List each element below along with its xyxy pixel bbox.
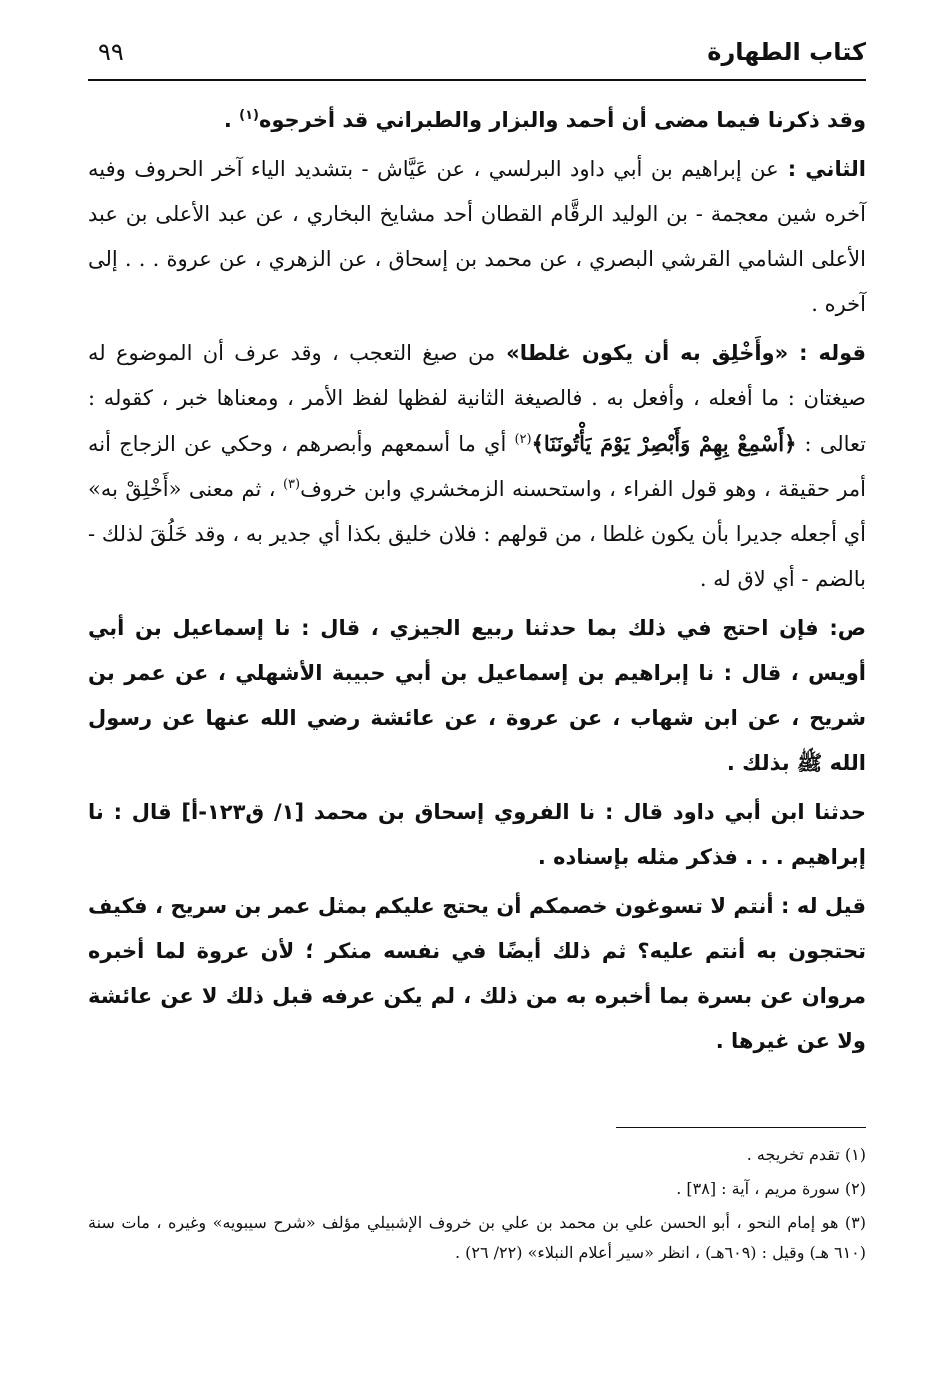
page-header bbox=[88, 38, 866, 78]
paragraph-6 bbox=[88, 884, 866, 1064]
footnote-ref: (٢) bbox=[514, 432, 532, 447]
paragraph-text: حدثنا ابن أبي داود قال : نا الفروي إسحاق بن محمد [١/ ق١٢٣-أ] قال : نا إبراهيم . . . فذكر مثله بإسناده . bbox=[88, 800, 866, 869]
paragraph-text-continued: أي ما أسمعهم وأبصرهم ، وحكي عن الزجاج أنه أمر حقيقة ، وهو قول الفراء ، واستحسنه الزمخشري وابن خروف bbox=[88, 432, 867, 501]
book-page bbox=[88, 0, 866, 1378]
paragraph-lead: الثاني : bbox=[778, 157, 866, 181]
footnote-rule bbox=[616, 1127, 866, 1128]
footnote-3: (٣) هو إمام النحو ، أبو الحسن علي بن محمد بن علي بن خروف الإشبيلي مؤلف «شرح سيبويه» وغيره ، مات سنة (٦١٠ هـ) وقيل : (٦٠٩هـ) ، انظر «سير أعلام النبلاء» (٢٢/ ٢٦) . bbox=[88, 1213, 866, 1262]
paragraph-2 bbox=[88, 147, 866, 327]
running-head: كتاب الطهارة bbox=[707, 38, 866, 66]
paragraph-4 bbox=[88, 606, 866, 786]
paragraph-3 bbox=[88, 331, 866, 602]
footnote-ref: (١) bbox=[239, 108, 259, 123]
body-text bbox=[88, 98, 866, 1068]
paragraph-text-continued: ، ثم معنى «أَخْلِقْ به» أي أجعله جديرا بأن يكون غلطا ، من قولهم : فلان خليق بكذا أي جدير به ، وقد خَلُقَ لذلك - بالضم - أي لاق له . bbox=[88, 477, 866, 591]
paragraph-text: عن إبراهيم بن أبي داود البرلسي ، عن عَيَّاش - بتشديد الياء آخر الحروف وفيه آخره شين معجمة - بن الوليد الرقَّام القطان أحد مشايخ البخاري ، عن عبد الأعلى بن عبد الأعلى الشامي القرشي البصري ، عن محمد بن إسحاق ، عن الزهري ، عن عروة . . . إلى آخره . bbox=[88, 157, 866, 316]
paragraph-text: قيل له : أنتم لا تسوغون خصمكم أن يحتج عليكم بمثل عمر بن سريح ، فكيف تحتجون به أنتم عليه؟ ثم ذلك أيضًا في نفسه منكر ؛ لأن عروة لما أخبره مروان عن بسرة بما أخبره به من ذلك ، لم يكن عرفه قبل ذلك لا عن عائشة ولا عن غيرها . bbox=[88, 894, 866, 1053]
paragraph-tail: . bbox=[223, 108, 240, 132]
footnote-2: (٢) سورة مريم ، آية : [٣٨] . bbox=[676, 1179, 866, 1198]
page-number: ٩٩ bbox=[98, 38, 124, 66]
paragraph-text: ص: فإن احتج في ذلك بما حدثنا ربيع الجيزي ، قال : نا إسماعيل بن أبي أويس ، قال : نا إبراهيم بن إسماعيل بن أبي حبيبة الأشهلي ، عن عمر بن شريح ، عن ابن شهاب ، عن عروة ، عن عائشة رضي الله عنها عن رسول الله ﷺ بذلك . bbox=[88, 616, 866, 775]
paragraph-5 bbox=[88, 790, 866, 880]
footnotes bbox=[88, 1140, 866, 1272]
paragraph-lead: قوله : «وأَخْلِق به أن يكون غلطا» bbox=[495, 341, 867, 365]
paragraph-1 bbox=[88, 98, 866, 143]
paragraph-text: وقد ذكرنا فيما مضى أن أحمد والبزار والطبراني قد أخرجوه bbox=[258, 108, 866, 132]
footnote-ref: (٣) bbox=[282, 477, 301, 492]
header-rule bbox=[88, 79, 866, 81]
footnote-1: (١) تقدم تخريجه . bbox=[746, 1145, 866, 1164]
quran-verse: ﴿أَسْمِعْ بِهِمْ وَأَبْصِرْ يَوْمَ يَأْتُونَنَا﴾ bbox=[531, 431, 797, 456]
paragraph-text: من صيغ التعجب ، وقد عرف أن الموضوع له صيغتان : ما أفعله ، وأفعل به . فالصيغة الثانية لفظها لفظ الأمر ، ومعناها خبر ، كقوله : تعالى : bbox=[88, 341, 867, 456]
